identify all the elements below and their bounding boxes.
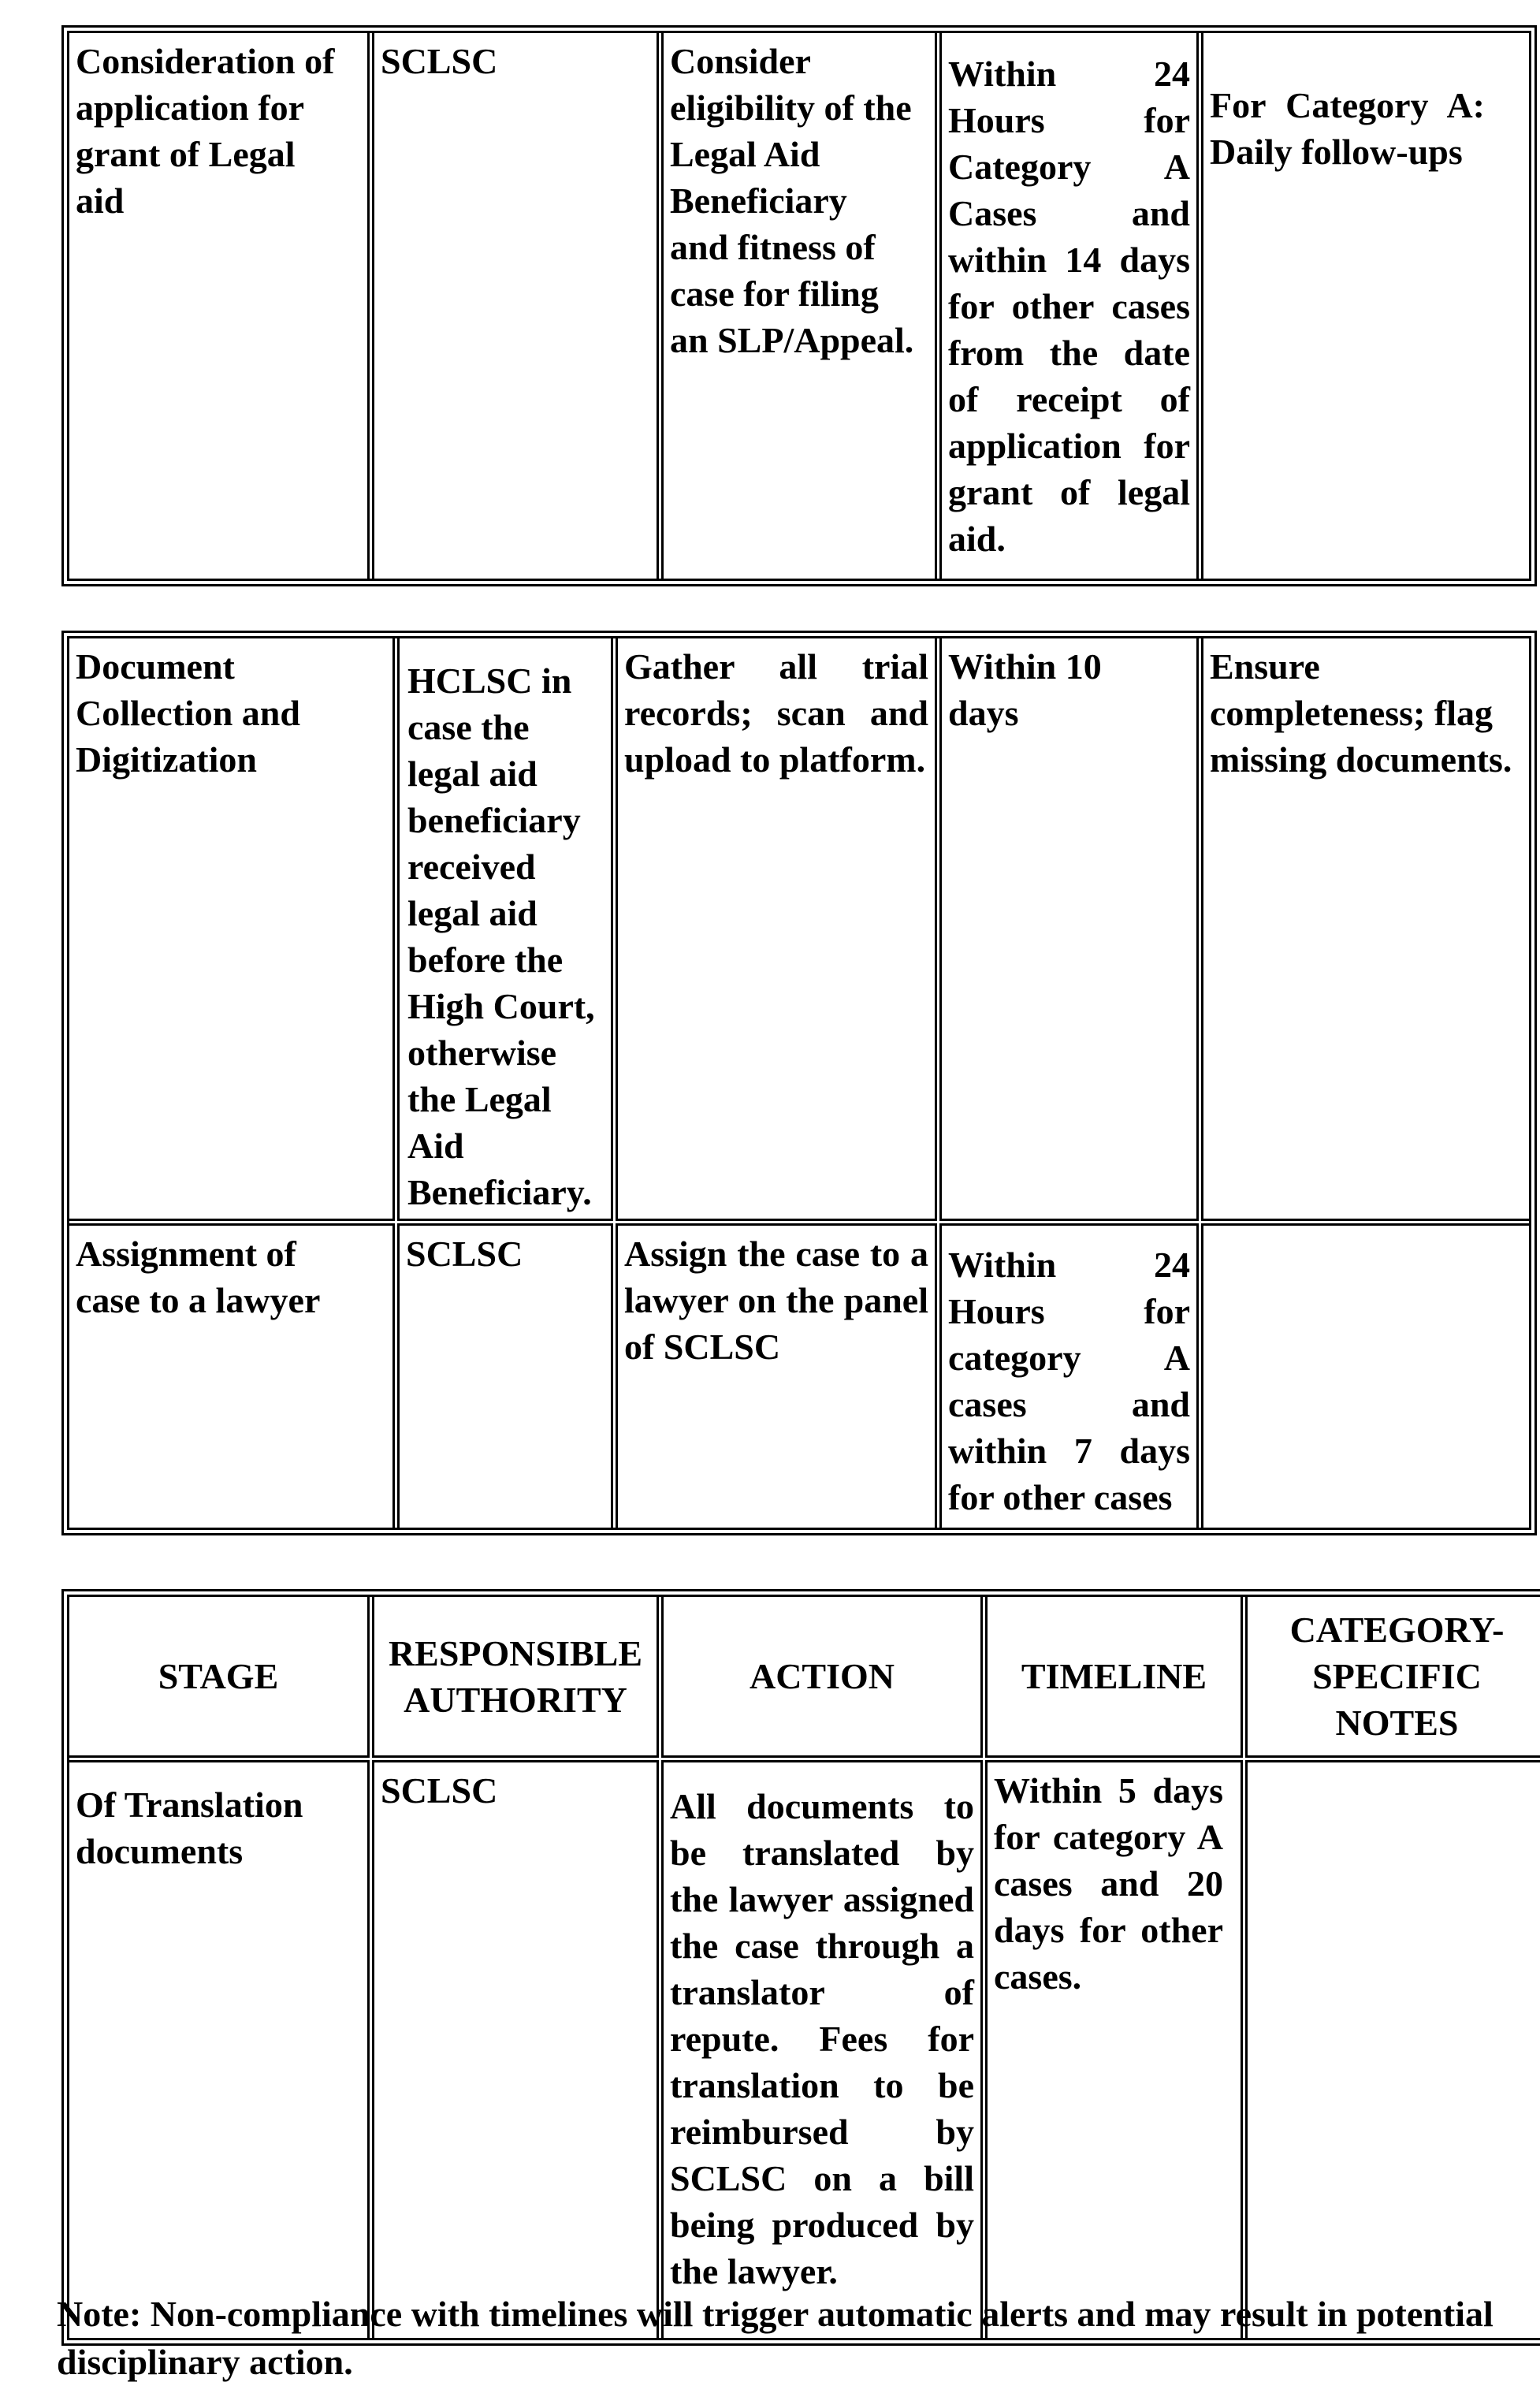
t2-r1-action-cell: Gather all trial records; scan and upload to platform. — [616, 636, 937, 1221]
t3-r1-timeline-cell: Within 5 days for category A cases and 20 days for other cases. — [985, 1760, 1243, 2340]
t3-header-action: ACTION — [661, 1595, 983, 1758]
t1-stage-cell: Consideration of application for grant of Legal aid — [67, 31, 370, 581]
t3-header-notes: CATEGORY-SPECIFIC NOTES — [1245, 1595, 1540, 1758]
t3-r1-action-cell: All documents to be translated by the lawyer assigned the case through a translator of repute. Fees for translation to be reimbursed by SCLSC on a bill being produced by the lawyer. — [661, 1760, 983, 2340]
t2-r1-notes-cell: Ensure completeness; flag missing documents. — [1201, 636, 1531, 1221]
t2-r2-authority-cell: SCLSC — [397, 1223, 613, 1530]
footnote: Note: Non-compliance with timelines will trigger automatic alerts and may result in potential disciplinary action. — [57, 2294, 1494, 2382]
t2-r2-stage-cell: Assignment of case to a lawyer — [67, 1223, 395, 1530]
t3-header-timeline: TIMELINE — [985, 1595, 1243, 1758]
t2-r2-notes-cell — [1201, 1223, 1531, 1530]
t3-r1-notes-cell — [1245, 1760, 1540, 2340]
t2-r2-action-cell: Assign the case to a lawyer on the panel of SCLSC — [616, 1223, 937, 1530]
t2-r1-authority-cell: HCLSC in case the legal aid beneficiary received legal aid before the High Court, otherwise the Legal Aid Beneficiary. — [397, 636, 613, 1221]
t1-notes-cell: For Category A: Daily follow-ups — [1201, 31, 1531, 581]
t1-timeline-cell: Within 24 Hours for Category A Cases and within 14 days for other cases from the date of receipt of application for grant of legal aid. — [939, 31, 1199, 581]
t3-header-stage: STAGE — [67, 1595, 370, 1758]
t3-r1-stage-cell: Of Translation documents — [67, 1760, 370, 2340]
t1-action-cell: Consider eligibility of the Legal Aid Beneficiary and fitness of case for filing an SLP/Appeal. — [661, 31, 937, 581]
t3-header-authority: RESPONSIBLE AUTHORITY — [372, 1595, 659, 1758]
t2-r1-stage-cell: Document Collection and Digitization — [67, 636, 395, 1221]
t2-r2-timeline-cell: Within 24 Hours for category A cases and within 7 days for other cases — [939, 1223, 1199, 1530]
t1-authority-cell: SCLSC — [372, 31, 659, 581]
t3-r1-authority-cell: SCLSC — [372, 1760, 659, 2340]
t2-r1-timeline-cell: Within 10 days — [939, 636, 1199, 1221]
